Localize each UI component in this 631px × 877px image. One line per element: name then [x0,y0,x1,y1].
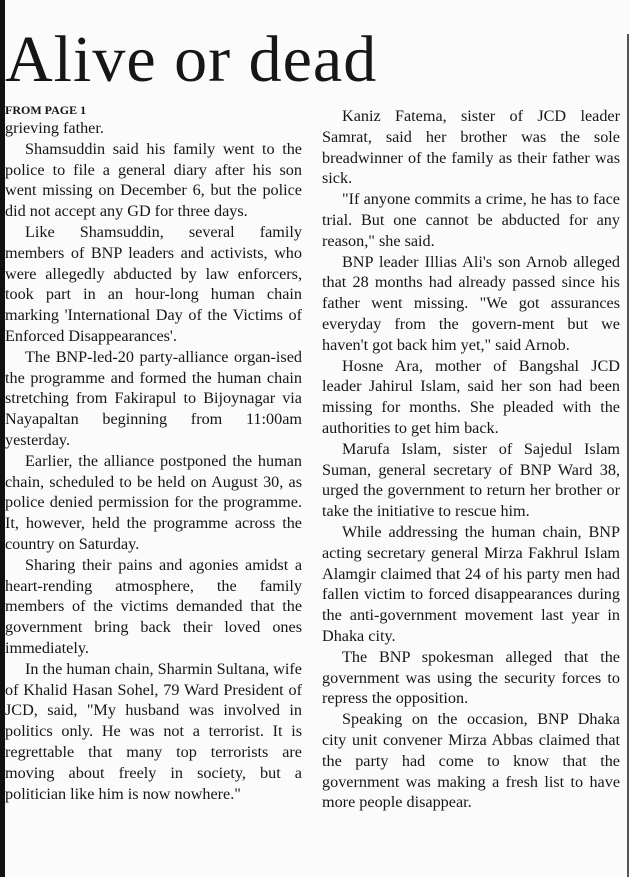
paragraph: Shamsuddin said his family went to the police to file a general diary after his son went missing on December 6, but the police did not accept any GD for three days. [5,139,302,221]
headline: Alive or dead [5,23,378,96]
paragraph: BNP leader Illias Ali's son Arnob alleged that 28 months had already passed since his father went missing. "We got assurances everyday from the govern-ment but we haven't got back him yet," said Arnob. [322,252,620,354]
column-rule [627,34,629,877]
paragraph: Marufa Islam, sister of Sajedul Islam Suman, general secretary of BNP Ward 38, urged the government to return her brother or take the initiative to rescue him. [322,439,620,521]
paragraph: The BNP spokesman alleged that the government was using the security forces to repress the opposition. [322,647,620,708]
paragraph: The BNP-led-20 party-alliance organ-ised the programme and formed the human chain stretching from Fakirapul to Bijoynagar via Nayapaltan beginning from 11:00am yesterday. [5,347,302,449]
paragraph: Like Shamsuddin, several family members of BNP leaders and activists, who were allegedly abducted by law enforcers, took part in an hour-long human chain marking 'International Day of the Victims of Enforced Disappearances'. [5,222,302,345]
paragraph: Kaniz Fatema, sister of JCD leader Samrat, said her brother was the sole breadwinner of the family as their father was sick. [322,107,620,188]
article-column-right [322,106,620,813]
paragraph: grieving father. [5,119,104,137]
paragraph: Speaking on the occasion, BNP Dhaka city unit convener Mirza Abbas claimed that the party had come to know that the government was making a fresh list to have more people disappear. [322,710,620,812]
paragraph: "If anyone commits a crime, he has to face trial. But one cannot be abducted for any reason," she said. [322,190,620,250]
paragraph: Hosne Ara, mother of Bangshal JCD leader Jahirul Islam, said her son had been missing for months. She pleaded with the authorities to get him back. [322,356,620,437]
paragraph: While addressing the human chain, BNP acting secretary general Mirza Fakhrul Islam Alamgir claimed that 24 of his party men had fallen victim to forced disappearances during the anti-government movement last year in Dhaka city. [322,522,620,645]
paragraph: In the human chain, Sharmin Sultana, wife of Khalid Hasan Sohel, 79 Ward President of JCD, said, "My husband was involved in politics only. He was not a terrorist. It is regrettable that many top terrorists are moving about freely in society, but a politician like him is now nowhere." [5,659,302,803]
paragraph: Earlier, the alliance postponed the human chain, scheduled to be held on August 30, as police denied permission for the programme. It, however, held the programme across the country on Saturday. [5,451,302,553]
paragraph: Sharing their pains and agonies amidst a heart-rending atmosphere, the family members of the victims demanded that the government bring back their loved ones immediately. [5,555,302,657]
article-column-left [5,102,302,804]
jump-line: FROM PAGE 1 [5,103,87,117]
